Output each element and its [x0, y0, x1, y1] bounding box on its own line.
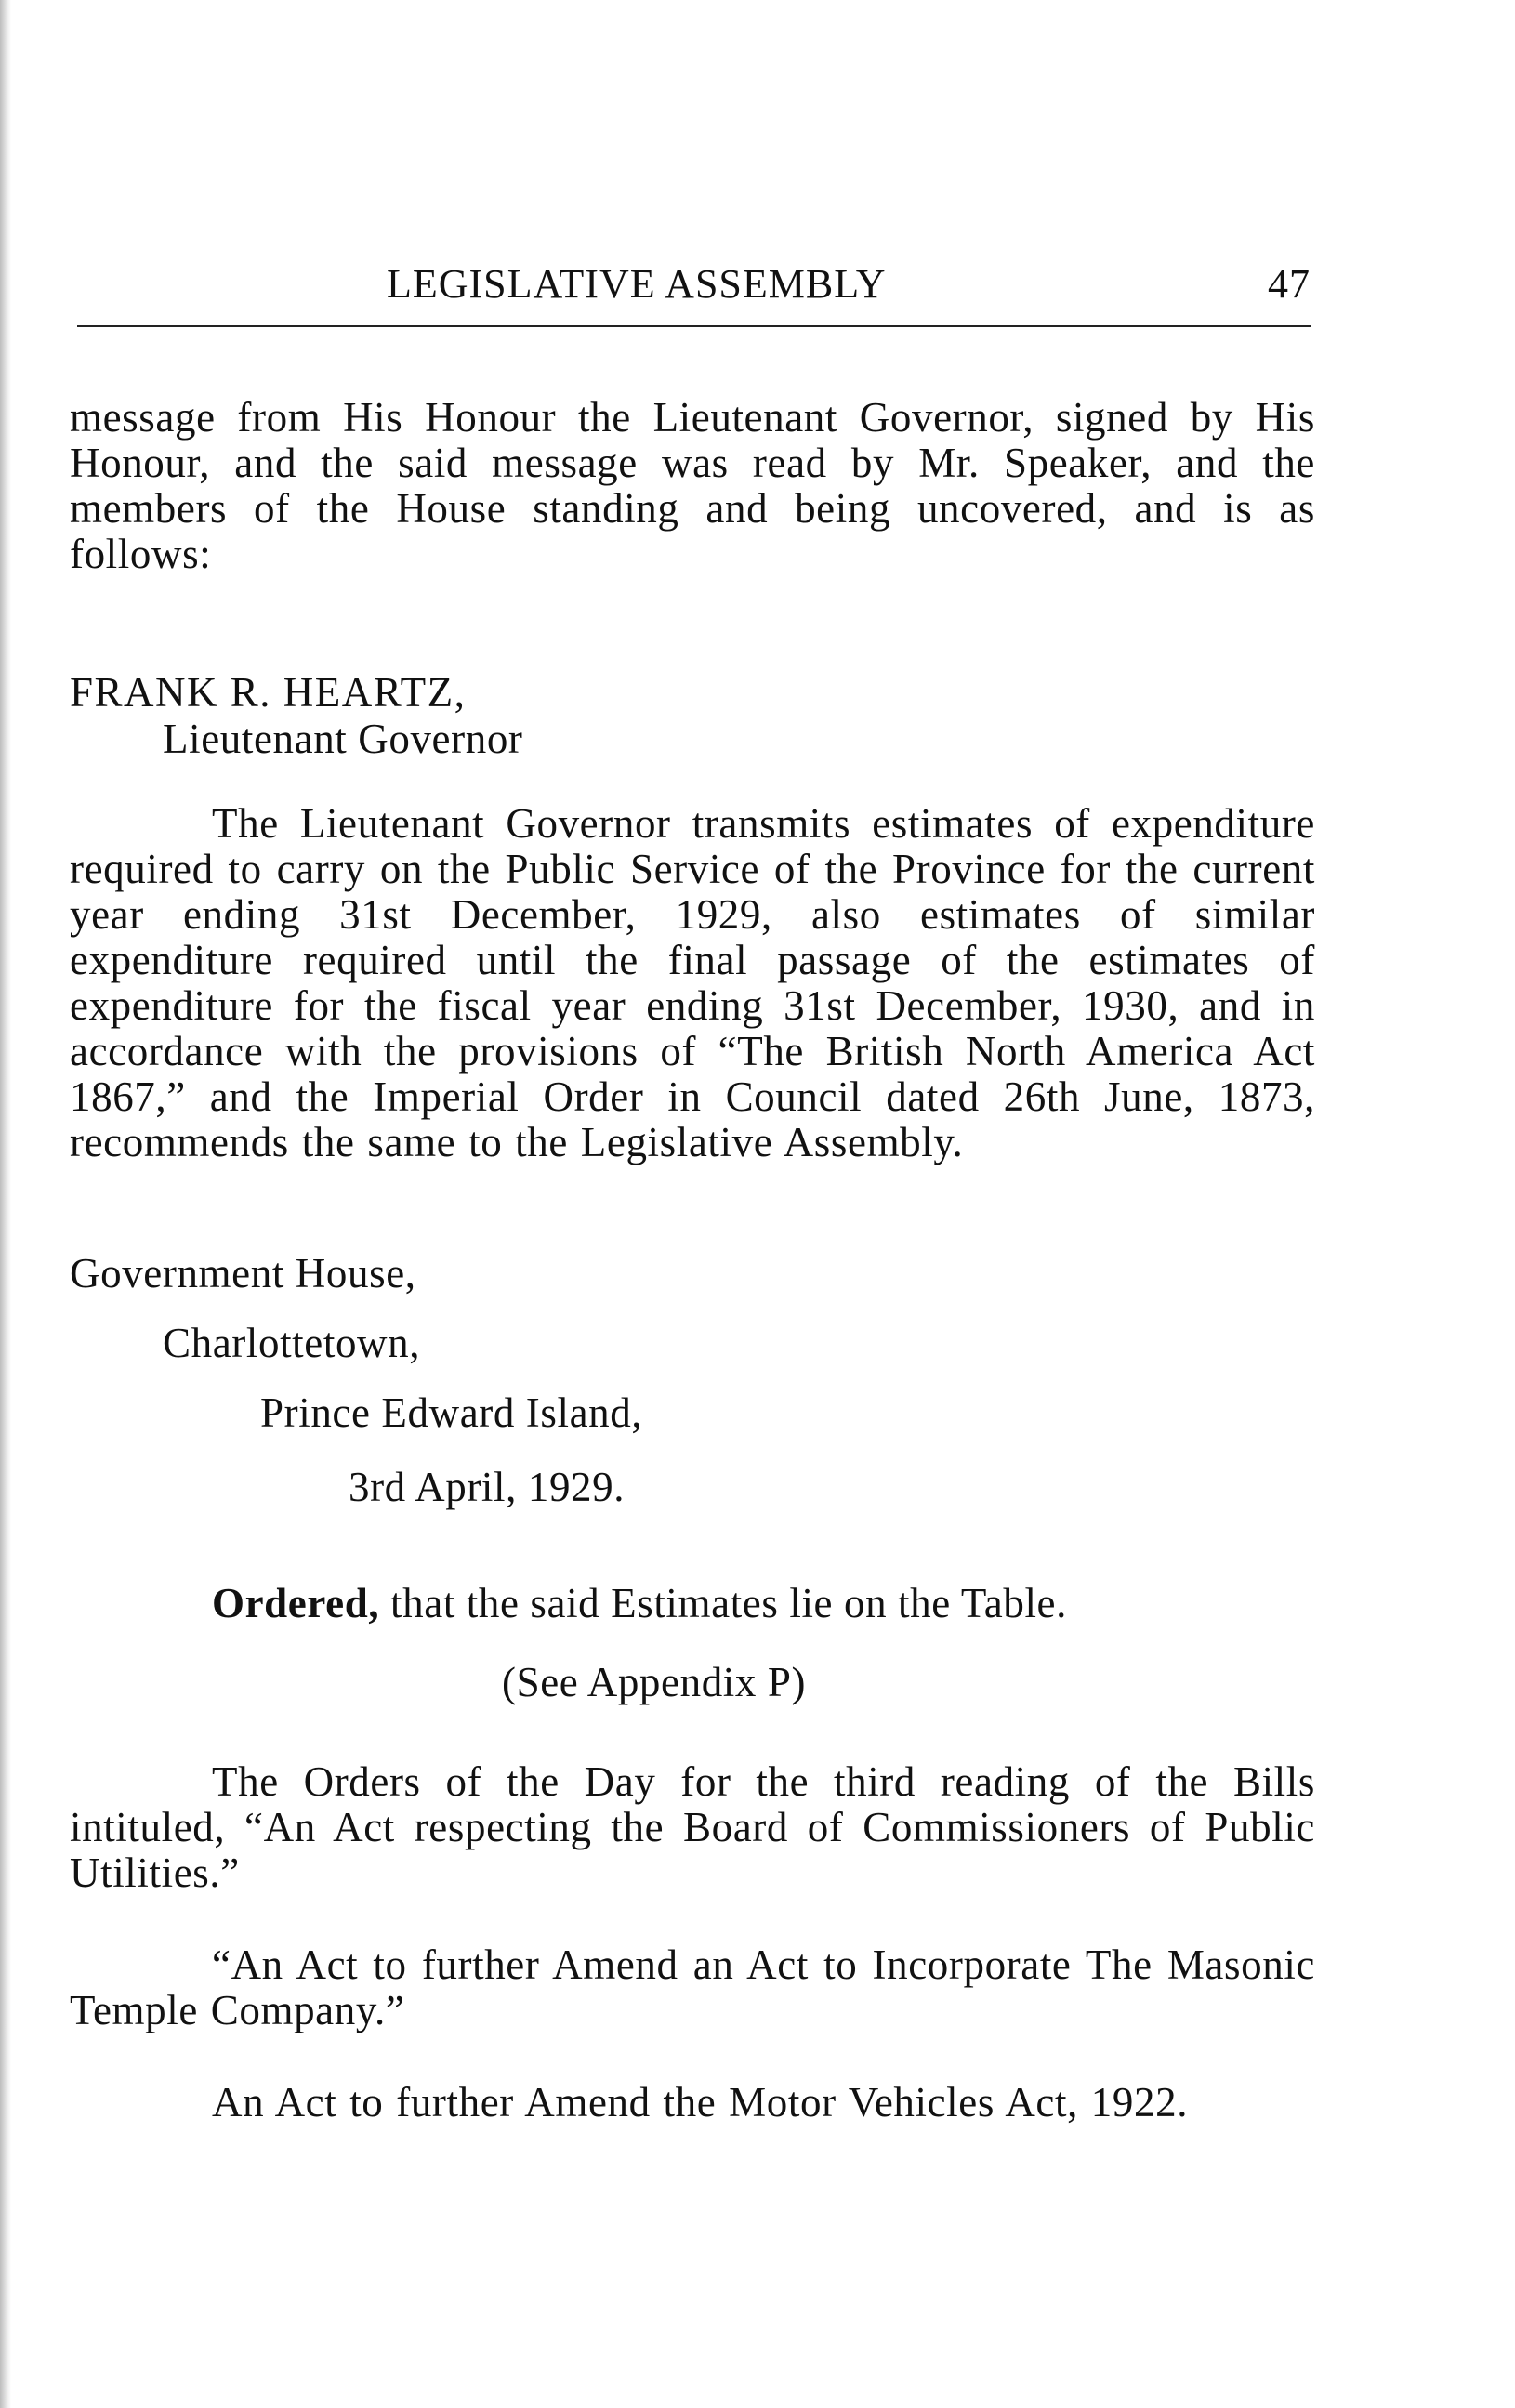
masonic-temple-act-paragraph: “An Act to further Amend an Act to Incorporate The Masonic Temple Company.”	[70, 1941, 1315, 2033]
header-title: LEGISLATIVE ASSEMBLY	[387, 261, 887, 307]
transmittal-paragraph: The Lieutenant Governor transmits estimates of expenditure required to carry on the Public Service of the Province for the current year ending 31st December, 1929, also estimates of similar expenditure required until the final passage of the estimates of expenditure for the fiscal year ending 31st December, 1930, and in accordance with the provisions of “The British North America Act 1867,” and the Imperial Order in Council dated 26th June, 1873, recommends the same to the Legislative Assembly.	[70, 800, 1315, 1165]
running-header	[77, 260, 1311, 320]
page-binding-edge	[0, 0, 11, 2408]
orders-of-the-day-paragraph: The Orders of the Day for the third reading of the Bills intituled, “An Act respecting the Board of Commissioners of Public Utilities.”	[70, 1758, 1315, 1896]
address-line-government-house: Government House,	[70, 1250, 416, 1296]
address-line-charlottetown: Charlottetown,	[163, 1320, 421, 1366]
message-intro-paragraph: message from His Honour the Lieutenant Governor, signed by His Honour, and the said message was read by Mr. Speaker, and the members of the House standing and being uncovered, and is as follows:	[70, 394, 1315, 577]
ordered-line	[212, 1580, 1067, 1626]
ordered-text: that the said Estimates lie on the Table.	[379, 1580, 1067, 1626]
page-number: 47	[1268, 261, 1311, 307]
header-rule	[77, 325, 1311, 327]
address-line-province: Prince Edward Island,	[260, 1389, 643, 1436]
signature-title: Lieutenant Governor	[163, 716, 523, 762]
address-date: 3rd April, 1929.	[349, 1464, 626, 1510]
appendix-reference: (See Appendix P)	[502, 1659, 807, 1705]
ordered-label: Ordered,	[212, 1580, 380, 1626]
motor-vehicles-act-paragraph: An Act to further Amend the Motor Vehicles Act, 1922.	[212, 2079, 1189, 2125]
signature-name: FRANK R. HEARTZ,	[70, 669, 467, 716]
